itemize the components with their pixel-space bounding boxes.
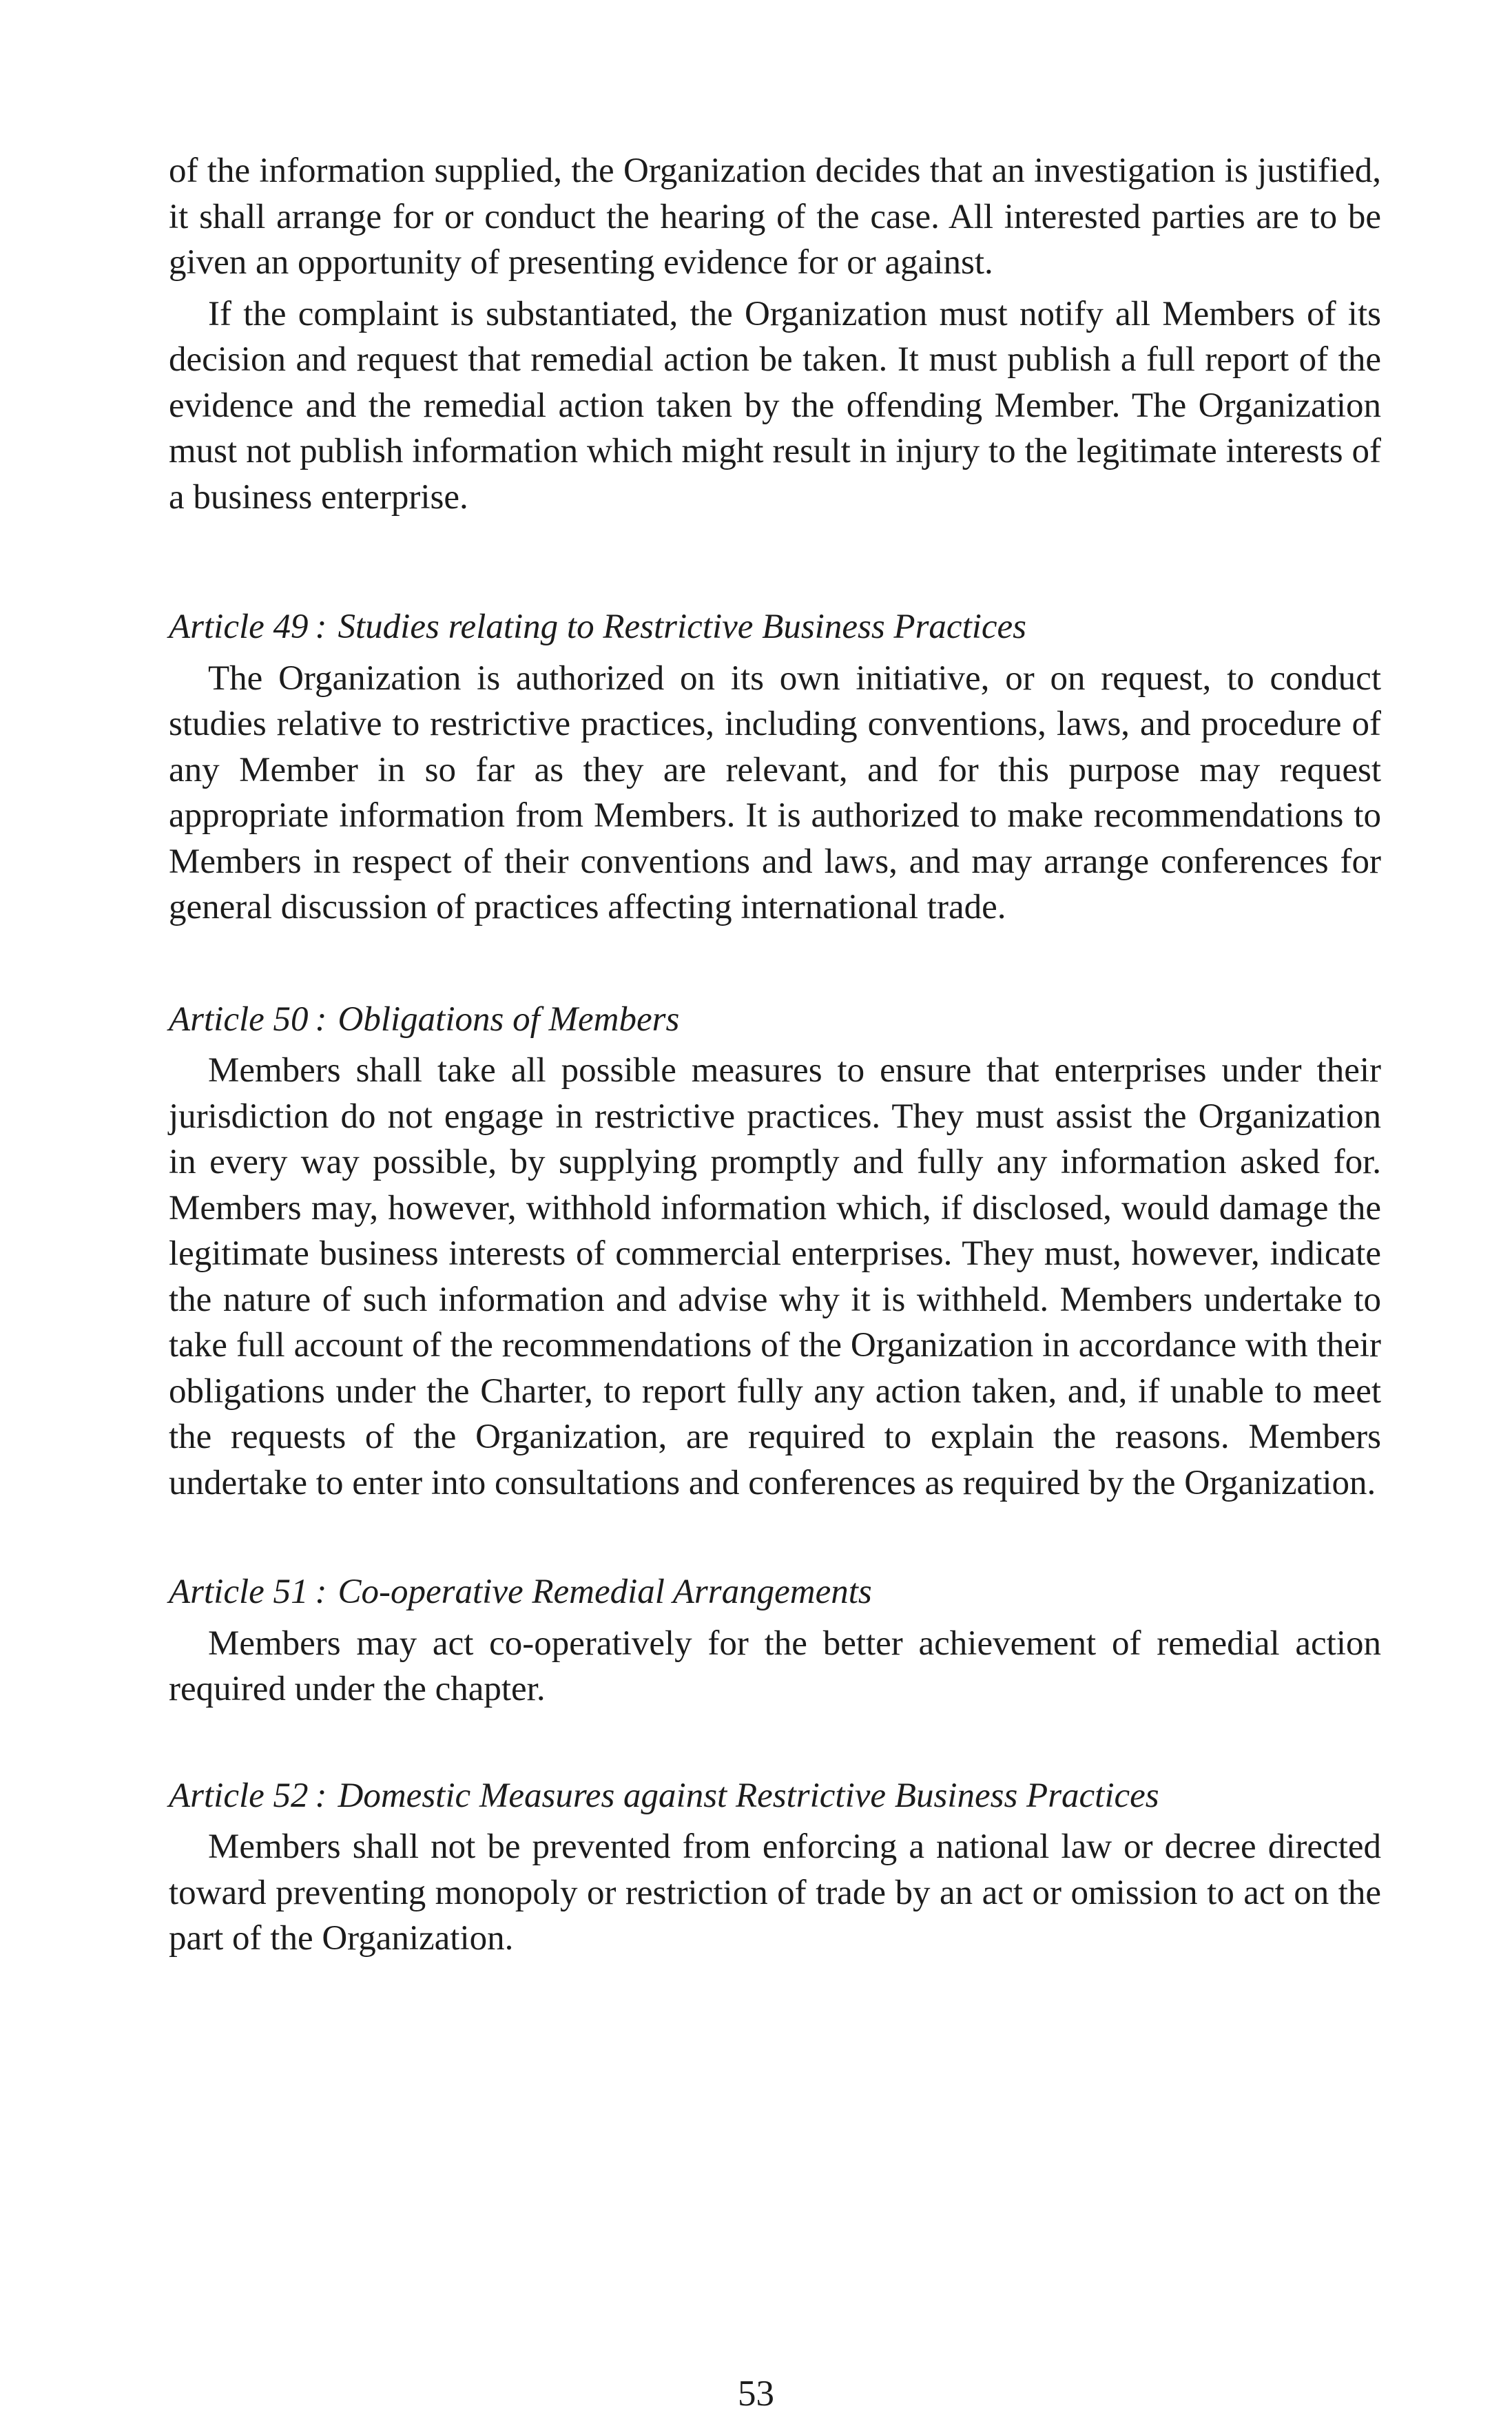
article-52-title: Domestic Measures against Restrictive Business Practices	[338, 1776, 1159, 1815]
article-52-number: Article 52	[169, 1776, 309, 1815]
article-51-number: Article 51	[169, 1573, 309, 1611]
article-50-title: Obligations of Members	[338, 999, 680, 1039]
page-number: 53	[738, 2374, 774, 2414]
article-49-title: Studies relating to Restrictive Business Practices	[338, 608, 1027, 646]
article-separator: :	[315, 1776, 327, 1815]
article-52-heading	[169, 1773, 1381, 1819]
article-49-heading	[169, 604, 1381, 650]
paragraph-continued: of the information supplied, the Organization decides that an investigation is justified, it shall arrange for or conduct the hearing of the case. All interested parties are to be given an opportunity of presenting evidence for or against.	[169, 152, 1381, 282]
article-51-title: Co-operative Remedial Arrangements	[338, 1573, 872, 1611]
document-page	[169, 148, 1381, 1962]
article-separator: :	[315, 999, 327, 1039]
article-50-heading	[169, 997, 1381, 1043]
article-50-body: Members shall take all possible measures to ensure that enterprises under their jurisdiction do not engage in restrictive practices. They must assist the Organization in every way possible, by supplying promptly and fully any information asked for. Members may, however, withhold information which, if disclosed, would damage the legitimate business interests of commercial enterprises. They must, however, indicate the nature of such information and advise why it is withheld. Members undertake to take full account of the recommendations of the Organization in accordance with their obligations under the Charter, to report fully any action taken, and, if unable to meet the requests of the Organization, are required to explain the reasons. Members undertake to enter into consultations and conferences as required by the Organization.	[169, 1051, 1381, 1502]
article-separator: :	[315, 608, 327, 646]
article-51-heading	[169, 1569, 1381, 1615]
article-49-body: The Organization is authorized on its own initiative, or on request, to conduct studies relative to restrictive practices, including conventions, laws, and procedure of any Member in so far as they are relevant, and for this purpose may request appropriate information from Members. It is authorized to make recommendations to Members in respect of their conventions and laws, and may arrange conferences for general discussion of practices affecting international trade.	[169, 659, 1381, 926]
paragraph-complaint: If the complaint is substantiated, the Organization must notify all Members of its decision and request that remedial action be taken. It must publish a full report of the evidence and the remedial action taken by the offending Member. The Organization must not publish information which might result in injury to the legitimate interests of a business enterprise.	[169, 294, 1381, 517]
article-52-body: Members shall not be prevented from enforcing a national law or decree directed toward preventing monopoly or restriction of trade by an act or omission to act on the part of the Organization.	[169, 1827, 1381, 1958]
article-49-number: Article 49	[169, 608, 309, 646]
article-50-number: Article 50	[169, 999, 309, 1039]
article-separator: :	[315, 1573, 327, 1611]
article-51-body: Members may act co-operatively for the better achievement of remedial action required under the chapter.	[169, 1624, 1381, 1708]
